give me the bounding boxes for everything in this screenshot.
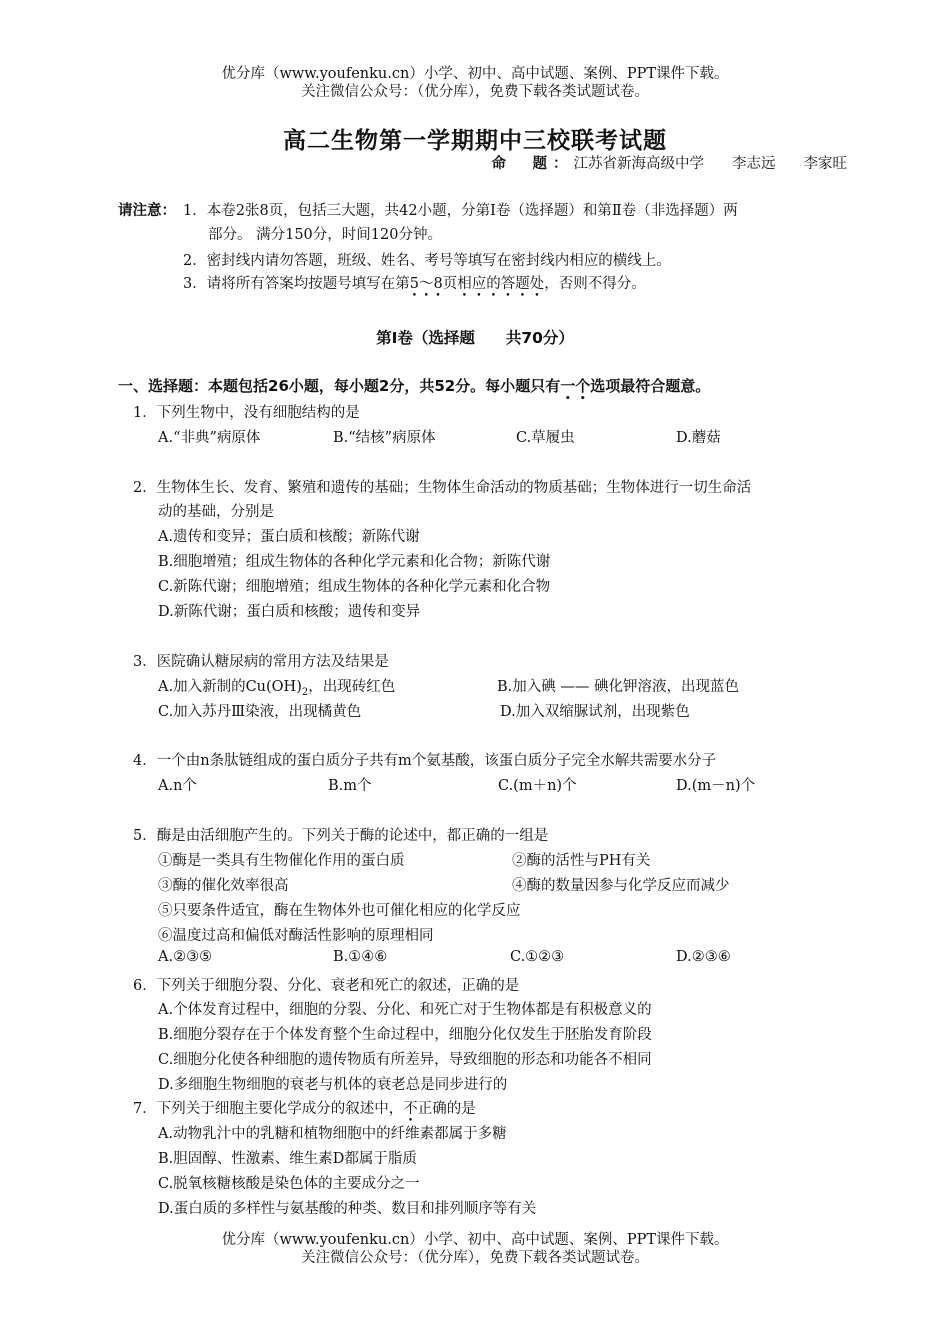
question-5-statement-5: ⑤只要条件适宜，酶在生物体外也可催化相应的化学反应 (158, 903, 521, 919)
emphasis-dot-char: ～ • (419, 276, 434, 292)
question-2-option-d: D.新陈代谢；蛋白质和核酸；遗传和变异 (158, 604, 421, 620)
question-4-stem: 4．一个由n条肽链组成的蛋白质分子共有m个氨基酸，该蛋白质分子完全水解共需要水分子 (133, 753, 717, 769)
question-1-option-d: D.蘑菇 (676, 430, 721, 446)
question-7-option-d: D.蛋白质的多样性与氨基酸的种类、数目和排列顺序等有关 (158, 1201, 537, 1217)
section-title: 第Ⅰ卷（选择题 共70分） (376, 329, 574, 347)
author-label: 命 题： (491, 155, 574, 172)
question-1-option-a: A.“非典”病原体 (158, 430, 261, 446)
question-5-statement-3: ③酶的催化效率很高 (158, 878, 289, 894)
part-heading (118, 375, 710, 396)
question-5-option-c: C.①②③ (510, 949, 565, 965)
question-6-option-d: D.多细胞生物细胞的衰老与机体的衰老总是同步进行的 (158, 1077, 508, 1093)
notice-item-2: 2．密封线内请勿答题，班级、姓名、考号等填写在密封线内相应的横线上。 (183, 253, 671, 269)
emphasis-dot-char: 处 (529, 276, 545, 292)
notice-item-1-line1: 1．本卷2张8页，包括三大题，共42小题，分第Ⅰ卷（选择题）和第Ⅱ卷（非选择题）两 (183, 203, 738, 219)
emphasis-dot-char: 应 (471, 276, 487, 292)
question-5-option-d: D.②③⑥ (676, 949, 731, 965)
author-school: 江苏省新海高级中学 (573, 156, 704, 172)
question-7-stem-post: 正确的是 (417, 1101, 476, 1117)
question-2-option-a: A.遗传和变异；蛋白质和核酸；新陈代谢 (158, 529, 420, 545)
question-7-option-c: C.脱氧核糖核酸是染色体的主要成分之一 (158, 1176, 420, 1192)
emphasis-dot-char: 8 • (433, 276, 442, 292)
question-5-statement-6: ⑥温度过高和偏低对酶活性影响的原理相同 (158, 928, 434, 944)
question-6-option-a: A.个体发育过程中，细胞的分裂、分化、和死亡对于生物体都是有积极意义的 (158, 1002, 652, 1018)
author-line (492, 152, 848, 173)
question-6-option-b: B.细胞分裂存在于个体发育整个生命过程中，细胞分化仅发生于胚胎发育阶段 (158, 1027, 652, 1043)
question-2-stem-line2: 动的基础，分别是 (158, 504, 274, 520)
emphasis-dot-char: 不 (403, 1101, 418, 1117)
question-3-stem: 3．医院确认糖尿病的常用方法及结果是 (133, 654, 389, 670)
question-2-option-b: B.细胞增殖；组成生物体的各种化学元素和化合物；新陈代谢 (158, 554, 551, 570)
question-4-option-b: B.m个 (328, 778, 372, 794)
subscript: 2 (301, 686, 309, 698)
question-5-stem: 5．酶是由活细胞产生的。下列关于酶的论述中，都正确的一组是 (133, 828, 549, 844)
question-5-statement-2: ②酶的活性与PH有关 (512, 853, 651, 869)
question-4-option-d: D.(m－n)个 (676, 778, 756, 794)
notice-item-1-line2: 部分。 满分150分，时间120分钟。 (208, 227, 442, 243)
header-ad-line2: 关注微信公众号：（优分库），免费下载各类试题试卷。 (301, 84, 649, 100)
question-6-stem: 6．下列关于细胞分裂、分化、衰老和死亡的叙述，正确的是 (133, 978, 520, 994)
question-3-option-a-pre: A.加入新制的Cu(OH) (158, 679, 302, 695)
notice-item-3-pre: 3．请将所有答案均按题号填写在第 (183, 276, 410, 292)
question-7-option-b: B.胆固醇、性激素、维生素D都属于脂质 (158, 1151, 417, 1167)
emphasis-dot-char: 题 (515, 276, 530, 292)
question-1-option-c: C.草履虫 (516, 430, 575, 446)
question-7-option-a: A.动物乳汁中的乳糖和植物细胞中的纤维素都属于多糖 (158, 1126, 507, 1142)
question-3-option-d: D.加入双缩脲试剂，出现紫色 (500, 704, 690, 720)
question-5-option-b: B.①④⑥ (333, 949, 388, 965)
footer-ad-line2: 关注微信公众号：（优分库），免费下载各类试题试卷。 (301, 1250, 649, 1266)
question-7-stem-pre: 7．下列关于细胞主要化学成分的叙述中， (133, 1101, 404, 1117)
header-ad-line1: 优分库（www.youfenku.cn）小学、初中、高中试题、案例、PPT课件下载。 (221, 66, 729, 82)
part-heading-pre: 一、选择题：本题包括26小题，每小题2分，共52分。每小题只有 (118, 377, 561, 395)
notice-item-3-mid: 页 (442, 276, 458, 292)
emphasis-dot-char: 5 • (410, 276, 419, 292)
author-name-1: 李志远 (732, 156, 776, 172)
question-5-option-a: A.②③⑤ (158, 949, 213, 965)
question-3-option-a-post: ，出现砖红色 (308, 679, 396, 695)
question-3-option-a (158, 675, 395, 698)
question-3-option-b: B.加入碘 —— 碘化钾溶液，出现蓝色 (497, 679, 739, 695)
question-2-stem-line1: 2．生物体生长、发育、繁殖和遗传的基础；生物体生命活动的物质基础；生物体进行一切生命活 (133, 480, 752, 496)
emphasis-dot-char: 答 (500, 276, 516, 292)
question-2-option-c: C.新陈代谢；细胞增殖；组成生物体的各种化学元素和化合物 (158, 579, 551, 595)
notice-label: 请注意： (118, 202, 176, 219)
question-5-statement-1: ①酶是一类具有生物催化作用的蛋白质 (158, 853, 405, 869)
question-1-stem: 1．下列生物中，没有细胞结构的是 (133, 405, 360, 421)
emphasis-dot-char: 相 (457, 276, 472, 292)
question-6-option-c: C.细胞分化使各种细胞的遗传物质有所差异，导致细胞的形态和功能各不相同 (158, 1052, 652, 1068)
question-4-option-a: A.n个 (158, 778, 197, 794)
part-heading-post: 选项最符合题意。 (590, 377, 711, 395)
question-5-statement-4: ④酶的数量因参与化学反应而减少 (512, 878, 730, 894)
question-1-option-b: B.“结核”病原体 (333, 430, 436, 446)
emphasis-dot-char: 的 (486, 276, 501, 292)
emphasis-dot-char: 个 (575, 377, 591, 395)
footer-ad-line1: 优分库（www.youfenku.cn）小学、初中、高中试题、案例、PPT课件下载。 (221, 1232, 729, 1248)
emphasis-dot-char: 一 (560, 377, 576, 395)
notice-item-3 (183, 273, 646, 295)
page-title: 高二生物第一学期期中三校联考试题 (283, 127, 667, 154)
question-3-option-c: C.加入苏丹Ⅲ染液，出现橘黄色 (158, 704, 362, 720)
question-7-stem (133, 1097, 476, 1118)
notice-item-3-post: ，否则不得分。 (544, 276, 646, 292)
question-4-option-c: C.(m＋n)个 (498, 778, 577, 794)
author-name-2: 李家旺 (803, 156, 847, 172)
